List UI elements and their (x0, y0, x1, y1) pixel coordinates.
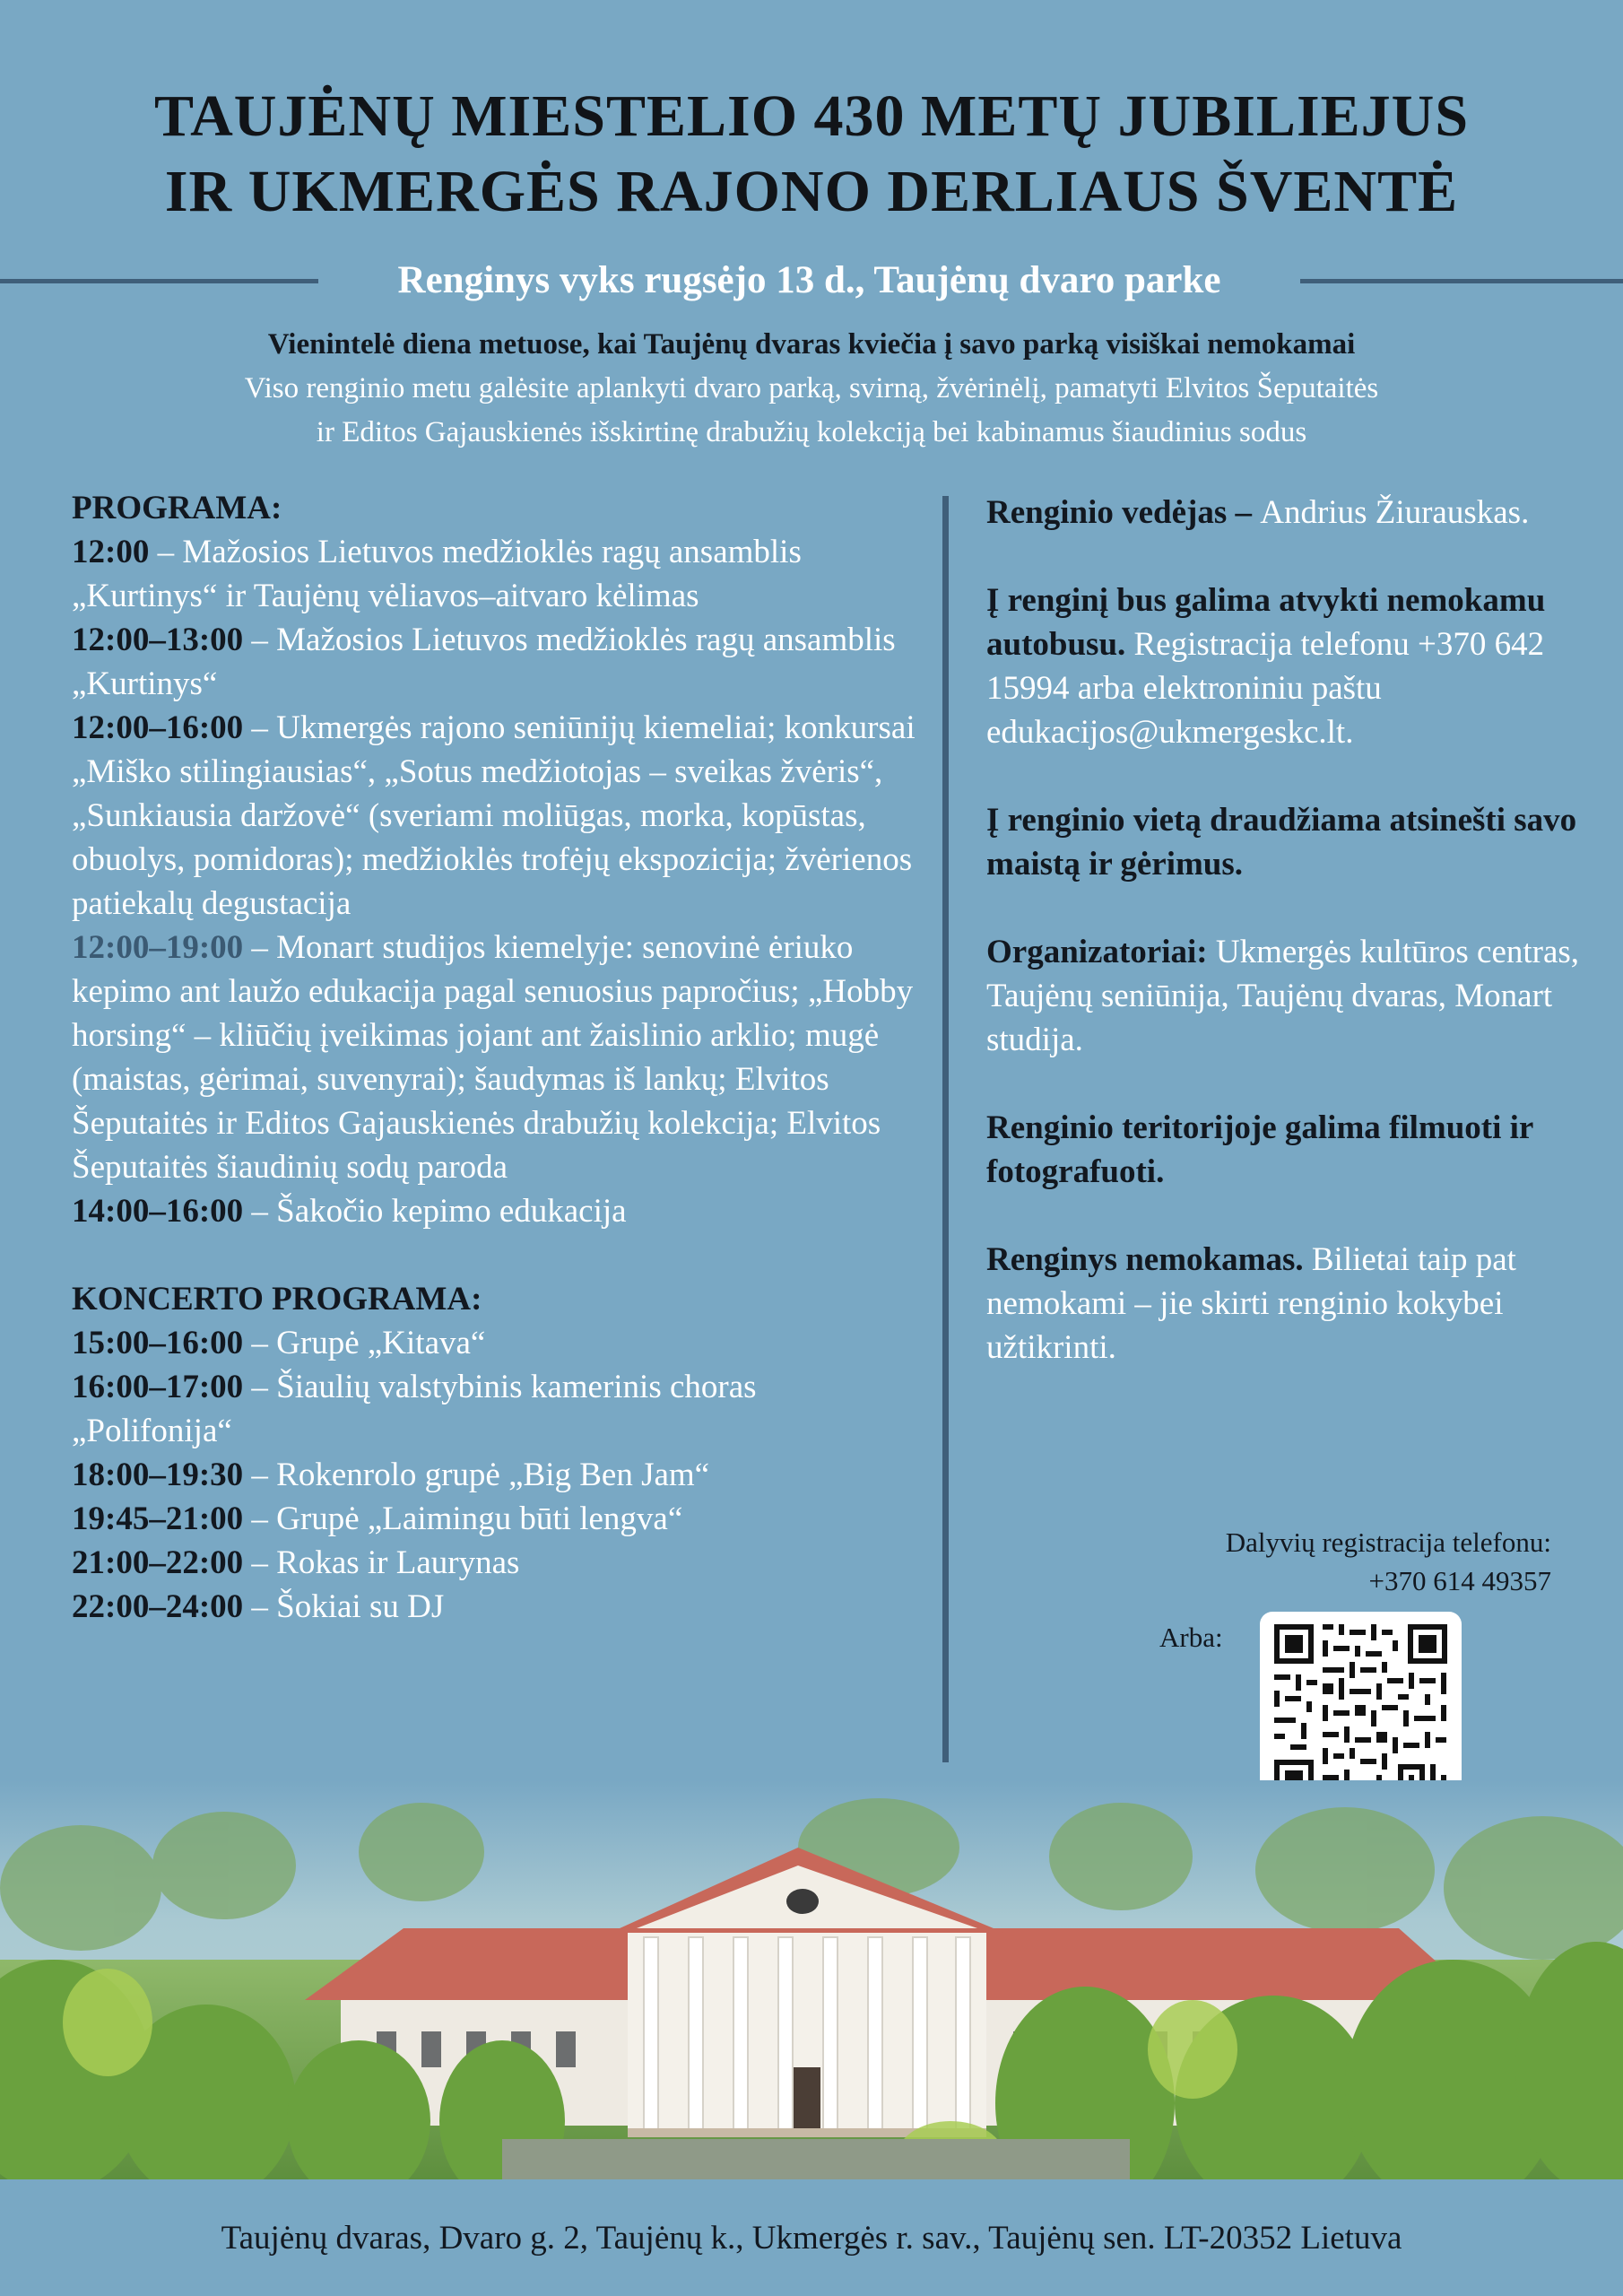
filming-text: Renginio teritorijoje galima filmuoti ir fotografuoti. (986, 1109, 1533, 1190)
concert-text: – Rokas ir Laurynas (243, 1544, 520, 1581)
registration-block (1076, 1523, 1551, 1600)
concert-text: – Šokiai su DJ (243, 1588, 445, 1625)
bus-label: Į renginį bus galima atvykti nemokamu autobusu. (986, 582, 1546, 663)
program-item (72, 530, 924, 618)
program-item (72, 706, 924, 926)
concert-item (72, 1365, 924, 1453)
manor-illustration (0, 1780, 1623, 2179)
program-time: 14:00–16:00 (72, 1193, 244, 1230)
concert-item (72, 1585, 924, 1629)
host-info (986, 491, 1596, 535)
food-info (986, 798, 1596, 886)
concert-time: 21:00–22:00 (72, 1544, 244, 1581)
host-name: Andrius Žiurauskas. (1260, 494, 1530, 531)
organizers-label: Organizatoriai: (986, 934, 1208, 970)
concert-time: 15:00–16:00 (72, 1325, 244, 1361)
column-divider (942, 496, 949, 1762)
organizers-text: Ukmergės kultūros centras, Taujėnų seniūnija, Taujėnų dvaras, Monart studija. (986, 934, 1580, 1058)
bus-info (986, 578, 1596, 754)
concert-item (72, 1541, 924, 1585)
food-text: Į renginio vietą draudžiama atsinešti savo maistą ir gėrimus. (986, 802, 1577, 883)
concert-item (72, 1497, 924, 1541)
title-line-1: TAUJĖNŲ MIESTELIO 430 METŲ JUBILIEJUS (153, 83, 1470, 149)
manor-photo (0, 1780, 1623, 2179)
footer (0, 2179, 1623, 2296)
program-item (72, 1189, 924, 1233)
free-text: Bilietai taip pat nemokami – jie skirti renginio kokybei užtikrinti. (986, 1241, 1516, 1366)
divider-left (0, 279, 318, 283)
free-label: Renginys nemokamas. (986, 1241, 1304, 1278)
program-time: 12:00–16:00 (72, 709, 244, 746)
program-text: – Mažosios Lietuvos medžioklės ragų ansamblis „Kurtinys“ (72, 622, 896, 702)
concert-item (72, 1321, 924, 1365)
registration-phone: +370 614 49357 (1368, 1565, 1551, 1596)
registration-label: Dalyvių registracija telefonu: (1225, 1526, 1551, 1558)
intro-line-2: Viso renginio metu galėsite aplankyti dvaro parką, svirną, žvėrinėlį, pamatyti Elvitos Šeputaitės (244, 372, 1379, 404)
intro-text (0, 323, 1623, 455)
concert-time: 19:45–21:00 (72, 1500, 244, 1537)
program-time: 12:00–13:00 (72, 622, 244, 658)
program-time: 12:00 (72, 534, 150, 570)
filming-info (986, 1106, 1596, 1194)
program-text: – Šakočio kepimo edukacija (243, 1193, 627, 1230)
bus-text: Registracija telefonu +370 642 15994 arba elektroniniu paštu edukacijos@ukmergeskc.lt. (986, 626, 1545, 751)
program-text: – Ukmergės rajono seniūnijų kiemeliai; konkursai „Miško stilingiausias“, „Sotus medžiotojas – sveikas žvėris“, „Sunkiausia daržovė“ (sveriami moliūgas, morka, kopūstas, obuolys, pomidoras); medžioklės trofėjų ekspozicija; žvėrienos patiekalų degustacija (72, 709, 916, 922)
program-time: 12:00–19:00 (72, 929, 244, 966)
footer-address: Taujėnų dvaras, Dvaro g. 2, Taujėnų k., Ukmergės r. sav., Taujėnų sen. LT-20352 Lietuva (221, 2220, 1402, 2257)
or-label: Arba: (1159, 1622, 1223, 1653)
concert-time: 22:00–24:00 (72, 1588, 244, 1625)
concert-time: 18:00–19:30 (72, 1457, 244, 1493)
concert-item (72, 1453, 924, 1497)
host-label: Renginio vedėjas – (986, 494, 1261, 531)
divider-right (1300, 279, 1623, 283)
event-date: Renginys vyks rugsėjo 13 d., Taujėnų dvaro parke (397, 259, 1221, 301)
program-item (72, 926, 924, 1189)
program-column (72, 486, 924, 1629)
concert-text: – Grupė „Laimingu būti lengva“ (243, 1500, 683, 1537)
date-banner (0, 254, 1623, 308)
concert-text: – Rokenrolo grupė „Big Ben Jam“ (243, 1457, 710, 1493)
free-info (986, 1238, 1596, 1370)
program-heading: PROGRAMA: (72, 490, 282, 526)
title-line-2: IR UKMERGĖS RAJONO DERLIAUS ŠVENTĖ (164, 159, 1459, 224)
poster-title (0, 79, 1623, 230)
program-item (72, 618, 924, 706)
intro-line-1: Vienintelė diena metuose, kai Taujėnų dvaras kviečia į savo parką visiškai nemokamai (267, 328, 1356, 361)
concert-heading: KONCERTO PROGRAMA: (72, 1281, 482, 1318)
program-text: – Mažosios Lietuvos medžioklės ragų ansamblis „Kurtinys“ ir Taujėnų vėliavos–aitvaro kėlimas (72, 534, 802, 614)
organizers-info (986, 930, 1596, 1062)
concert-text: – Grupė „Kitava“ (243, 1325, 486, 1361)
concert-text: – Šiaulių valstybinis kamerinis choras „Polifonija“ (72, 1369, 757, 1449)
program-text: – Monart studijos kiemelyje: senovinė ėriuko kepimo ant laužo edukacija pagal senuosius papročius; „Hobby horsing“ – kliūčių įveikimas jojant ant žaislinio arklio; mugė (maistas, gėrimai, suvenyrai); šaudymas iš lankų; Elvitos Šeputaitės ir Editos Gajauskienės drabužių kolekcija; Elvitos Šeputaitės šiaudinių sodų paroda (72, 929, 914, 1186)
concert-time: 16:00–17:00 (72, 1369, 244, 1405)
intro-line-3: ir Editos Gajauskienės išskirtinę drabužių kolekciją bei kabinamus šiaudinius sodus (316, 416, 1307, 448)
info-column (986, 491, 1596, 1413)
